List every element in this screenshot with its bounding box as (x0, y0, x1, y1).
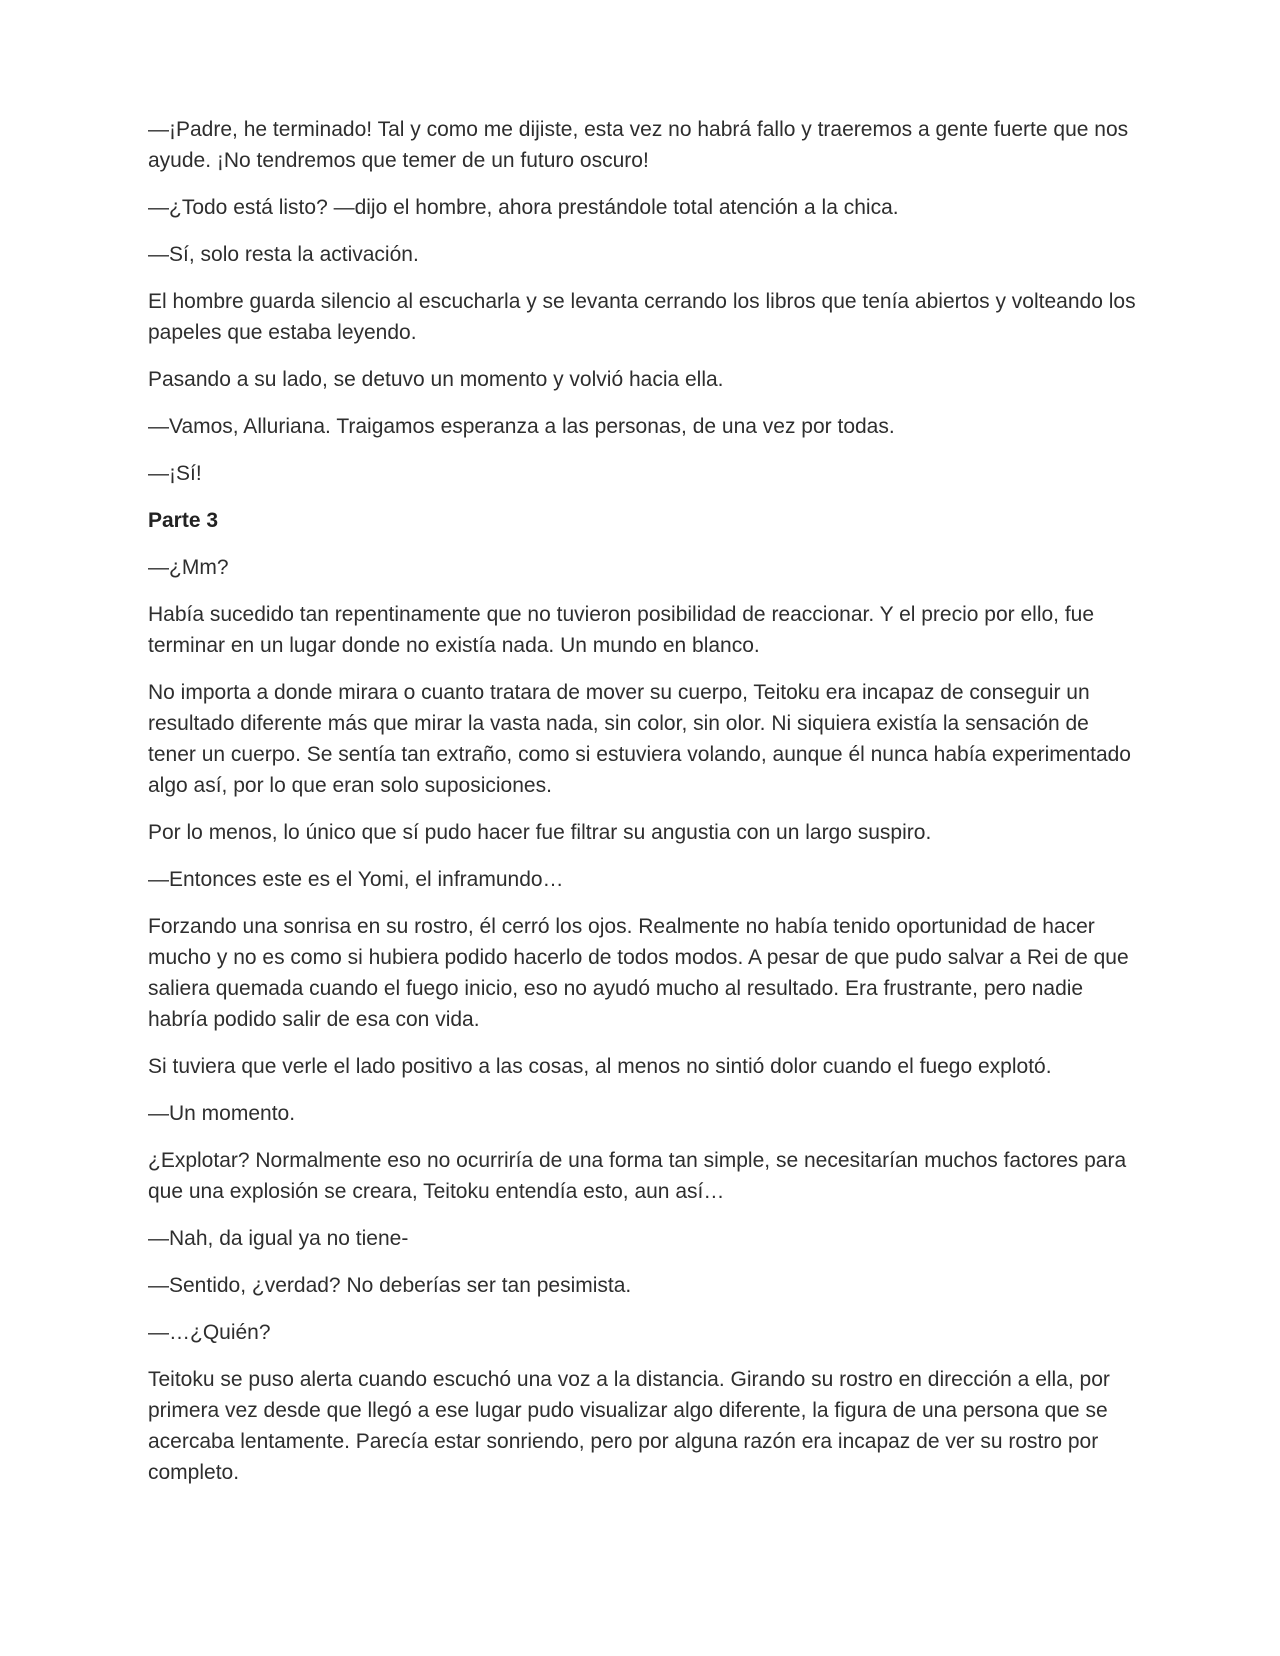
document-page (148, 114, 1138, 1504)
narration-paragraph: No importa a donde mirara o cuanto tratara de mover su cuerpo, Teitoku era incapaz de conseguir un resultado diferente más que mirar la vasta nada, sin color, sin olor. Ni siquiera existía la sensación de tener un cuerpo. Se sentía tan extraño, como si estuviera volando, aunque él nunca había experimentado algo así, por lo que eran solo suposiciones. (148, 681, 1131, 797)
narration-paragraph: Forzando una sonrisa en su rostro, él cerró los ojos. Realmente no había tenido oportunidad de hacer mucho y no es como si hubiera podido hacerlo de todos modos. A pesar de que pudo salvar a Rei de que saliera quemada cuando el fuego inicio, eso no ayudó mucho al resultado. Era frustrante, pero nadie habría podido salir de esa con vida. (148, 915, 1129, 1031)
section-heading: Parte 3 (148, 509, 219, 532)
dialogue-paragraph: —Un momento. (148, 1102, 296, 1125)
narration-paragraph: Había sucedido tan repentinamente que no tuvieron posibilidad de reaccionar. Y el precio por ello, fue terminar en un lugar donde no existía nada. Un mundo en blanco. (148, 603, 1095, 657)
narration-paragraph: ¿Explotar? Normalmente eso no ocurriría de una forma tan simple, se necesitarían muchos factores para que una explosión se creara, Teitoku entendía esto, aun así… (148, 1149, 1127, 1203)
dialogue-paragraph: —Vamos, Alluriana. Traigamos esperanza a las personas, de una vez por todas. (148, 415, 895, 438)
dialogue-paragraph: —¡Sí! (148, 462, 202, 485)
dialogue-paragraph: —…¿Quién? (148, 1321, 271, 1344)
dialogue-paragraph: —¿Todo está listo? —dijo el hombre, ahora prestándole total atención a la chica. (148, 196, 899, 219)
dialogue-paragraph: —Sí, solo resta la activación. (148, 243, 419, 266)
dialogue-paragraph: —¡Padre, he terminado! Tal y como me dijiste, esta vez no habrá fallo y traeremos a gente fuerte que nos ayude. ¡No tendremos que temer de un futuro oscuro! (148, 118, 1129, 172)
dialogue-paragraph: —Sentido, ¿verdad? No deberías ser tan pesimista. (148, 1274, 632, 1297)
dialogue-paragraph: —Entonces este es el Yomi, el inframundo… (148, 868, 564, 891)
narration-paragraph: Por lo menos, lo único que sí pudo hacer fue filtrar su angustia con un largo suspiro. (148, 821, 932, 844)
dialogue-paragraph: —Nah, da igual ya no tiene- (148, 1227, 409, 1250)
narration-paragraph: Pasando a su lado, se detuvo un momento y volvió hacia ella. (148, 368, 724, 391)
narration-paragraph: El hombre guarda silencio al escucharla y se levanta cerrando los libros que tenía abiertos y volteando los papeles que estaba leyendo. (148, 290, 1136, 344)
narration-paragraph: Si tuviera que verle el lado positivo a las cosas, al menos no sintió dolor cuando el fuego explotó. (148, 1055, 1052, 1078)
dialogue-paragraph: —¿Mm? (148, 556, 229, 579)
narration-paragraph: Teitoku se puso alerta cuando escuchó una voz a la distancia. Girando su rostro en dirección a ella, por primera vez desde que llegó a ese lugar pudo visualizar algo diferente, la figura de una persona que se acercaba lentamente. Parecía estar sonriendo, pero por alguna razón era incapaz de ver su rostro por completo. (148, 1368, 1110, 1484)
